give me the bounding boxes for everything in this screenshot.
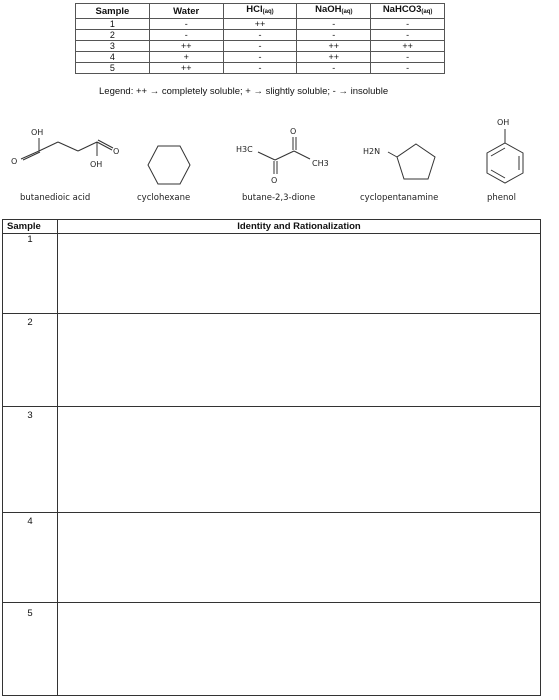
answer-area-sample-5[interactable] bbox=[59, 603, 539, 695]
phenol-structure bbox=[480, 115, 530, 190]
atom-label: H2N bbox=[363, 147, 381, 156]
answer-area-sample-1[interactable] bbox=[59, 234, 539, 313]
structure-name: butane-2,3-dione bbox=[242, 193, 316, 203]
cell: - bbox=[297, 63, 371, 74]
cell: - bbox=[223, 41, 297, 52]
cell: ++ bbox=[297, 52, 371, 63]
cell: - bbox=[223, 52, 297, 63]
structure-name: butanedioic acid bbox=[20, 193, 91, 203]
solubility-table bbox=[75, 3, 445, 74]
cyclopentanamine-structure bbox=[360, 138, 450, 188]
cell: - bbox=[149, 19, 223, 30]
atom-label: O bbox=[290, 127, 297, 136]
cell: - bbox=[371, 19, 445, 30]
sample-number: 1 bbox=[27, 234, 33, 245]
cell: ++ bbox=[149, 41, 223, 52]
cell: - bbox=[223, 30, 297, 41]
atom-label: OH bbox=[90, 160, 103, 169]
answer-area-sample-4[interactable] bbox=[59, 513, 539, 602]
col-header-hcl: HCl$_{(aq)}$ bbox=[223, 4, 297, 19]
solubility-header-row bbox=[76, 4, 445, 19]
cell: - bbox=[297, 30, 371, 41]
answer-area-sample-3[interactable] bbox=[59, 407, 539, 512]
butane-2,3-dione-structure bbox=[234, 124, 344, 189]
col-header-naoh: NaOH$_{(aq)}$ bbox=[297, 4, 371, 19]
column-divider bbox=[57, 220, 58, 695]
solubility-row bbox=[76, 52, 445, 63]
cell: 2 bbox=[76, 30, 150, 41]
solubility-row bbox=[76, 41, 445, 52]
cell: ++ bbox=[297, 41, 371, 52]
col-header-nahco3: $NaHCO3_{(aq)}$ bbox=[371, 4, 445, 19]
cell: ++ bbox=[149, 63, 223, 74]
cell: 5 bbox=[76, 63, 150, 74]
solubility-row bbox=[76, 63, 445, 74]
col-header-water: Water bbox=[149, 4, 223, 19]
solubility-row bbox=[76, 30, 445, 41]
cell: - bbox=[371, 63, 445, 74]
atom-label: CH3 bbox=[312, 159, 329, 168]
cell: 1 bbox=[76, 19, 150, 30]
butanedioic-acid-structure bbox=[2, 118, 122, 188]
structure-name: cyclopentanamine bbox=[360, 193, 439, 203]
cell: + bbox=[149, 52, 223, 63]
cyclohexane-structure bbox=[145, 142, 195, 188]
atom-label: H3C bbox=[236, 145, 253, 154]
header-identity-rationalization: Identity and Rationalization bbox=[237, 221, 361, 232]
identity-rationalization-table bbox=[2, 219, 541, 696]
sample-number: 2 bbox=[27, 317, 33, 328]
cell: - bbox=[149, 30, 223, 41]
atom-label: OH bbox=[497, 118, 510, 127]
answer-area-sample-2[interactable] bbox=[59, 314, 539, 406]
atom-label: O bbox=[11, 157, 18, 166]
cell: - bbox=[371, 30, 445, 41]
cell: - bbox=[297, 19, 371, 30]
legend: Legend: ++ → completely soluble; + → slightly soluble; - → insoluble bbox=[99, 86, 389, 97]
header-sample: Sample bbox=[7, 221, 41, 232]
sample-number: 5 bbox=[27, 608, 33, 619]
structure-name: cyclohexane bbox=[137, 193, 191, 203]
atom-label: O bbox=[113, 147, 120, 156]
structure-name: phenol bbox=[487, 193, 516, 203]
sample-number: 3 bbox=[27, 410, 33, 421]
cell: 3 bbox=[76, 41, 150, 52]
cell: - bbox=[371, 52, 445, 63]
cell: ++ bbox=[223, 19, 297, 30]
atom-label: O bbox=[271, 176, 278, 185]
cell: - bbox=[223, 63, 297, 74]
cell: ++ bbox=[371, 41, 445, 52]
sample-number: 4 bbox=[27, 516, 33, 527]
cell: 4 bbox=[76, 52, 150, 63]
col-header-sample: Sample bbox=[76, 4, 150, 19]
solubility-row bbox=[76, 19, 445, 30]
atom-label: OH bbox=[31, 128, 44, 137]
